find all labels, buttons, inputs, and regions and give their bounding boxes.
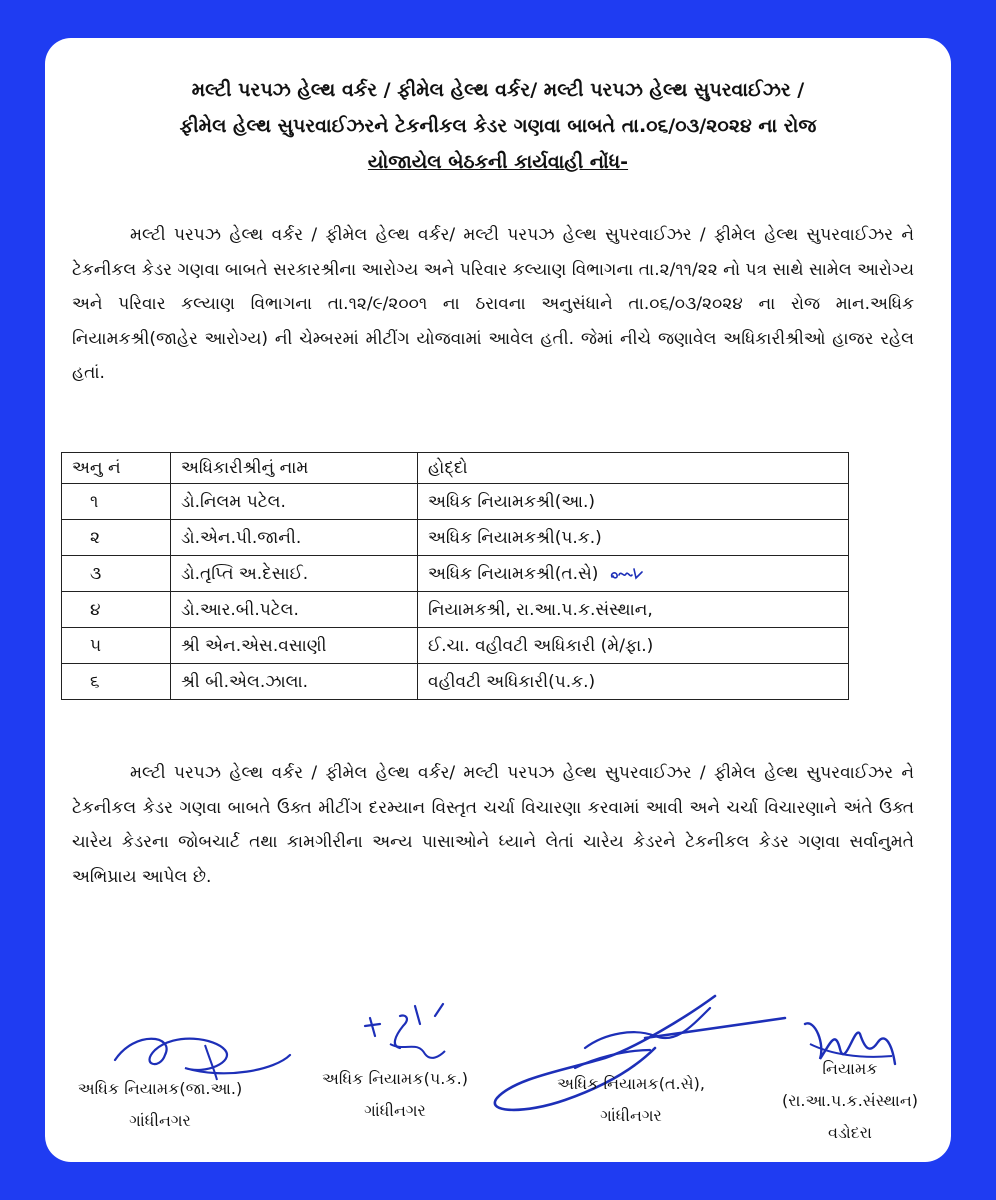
row-designation: અધિક નિયામકશ્રી(પ.ક.) — [418, 520, 849, 556]
row-name: ડો.એન.પી.જાની. — [171, 520, 418, 556]
heading-line-3: યોજાયેલ બેઠકની કાર્યવાહી નોંધ- — [367, 151, 629, 173]
row-designation: ઈ.ચા. વહીવટી અધિકારી (મે/ફા.) — [418, 628, 849, 664]
table-row — [62, 664, 849, 700]
row-serial: ૬ — [62, 664, 171, 700]
row-name: શ્રી બી.એલ.ઝાલા. — [171, 664, 418, 700]
row-designation: વહીવટી અધિકારી(પ.ક.) — [418, 664, 849, 700]
heading-line-2: ફીમેલ હેલ્થ સુપરવાઈઝરને ટેકનીકલ કેડર ગણવા બાબતે તા.૦૬/૦૩/૨૦૨૪ ના રોજ — [179, 115, 817, 137]
row-serial: ૨ — [62, 520, 171, 556]
row-designation: નિયામકશ્રી, રા.આ.પ.ક.સંસ્થાન, — [418, 592, 849, 628]
signatory-4 — [760, 1053, 940, 1149]
row-serial: ૧ — [62, 484, 171, 520]
table-header-row — [62, 453, 849, 484]
row-name: શ્રી એન.એસ.વસાણી — [171, 628, 418, 664]
signatory-title: અધિક નિયામક(પ.ક.) — [322, 1069, 468, 1088]
signatory-title: નિયામક — [822, 1059, 878, 1078]
row-designation-cell — [418, 556, 849, 592]
row-name: ડો.આર.બી.પટેલ. — [171, 592, 418, 628]
table-row — [62, 628, 849, 664]
handwritten-initials — [608, 566, 648, 582]
signatory-2 — [295, 1063, 495, 1127]
signatory-title: અધિક નિયામક(ત.સે), — [557, 1074, 705, 1093]
attendees-table — [61, 452, 849, 700]
signatory-title: અધિક નિયામક(જા.આ.) — [77, 1079, 243, 1098]
signatory-3 — [531, 1068, 731, 1132]
heading-line-1: મલ્ટી પરપઝ હેલ્થ વર્કર / ફીમેલ હેલ્થ વર્કર/ મલ્ટી પરપઝ હેલ્થ સુપરવાઈઝર / — [191, 79, 805, 101]
row-designation: અધિક નિયામકશ્રી(ત.સે) — [428, 563, 599, 584]
header-officer-name: અધિકારીશ્રીનું નામ — [171, 453, 418, 484]
document-page — [45, 38, 951, 1162]
table-row — [62, 592, 849, 628]
table-row — [62, 556, 849, 592]
row-serial: ૩ — [62, 556, 171, 592]
row-designation: અધિક નિયામકશ્રી(આ.) — [418, 484, 849, 520]
row-name: ડો.નિલમ પટેલ. — [171, 484, 418, 520]
row-name: ડો.તૃપ્તિ અ.દેસાઈ. — [171, 556, 418, 592]
signatory-1 — [60, 1073, 260, 1137]
header-serial-number: અનુ નં — [62, 453, 171, 484]
table-row — [62, 484, 849, 520]
signatory-place: વડોદરા — [828, 1123, 872, 1142]
signatory-place: ગાંધીનગર — [129, 1111, 191, 1130]
signatory-place: ગાંધીનગર — [364, 1101, 426, 1120]
intro-paragraph: મલ્ટી પરપઝ હેલ્થ વર્કર / ફીમેલ હેલ્થ વર્કર/ મલ્ટી પરપઝ હેલ્થ સુપરવાઈઝર / ફીમેલ હેલ્થ સુપરવાઈઝર ને ટેકનીકલ કેડર ગણવા બાબતે સરકારશ્રીના આરોગ્ય અને પરિવાર કલ્યાણ વિભાગના તા.૨/૧૧/૨૨ નો પત્ર સાથે સામેલ આરોગ્ય અને પરિવાર કલ્યાણ વિભાગના તા.૧૨/૯/૨૦૦૧ ના ઠરાવના અનુસંધાને તા.૦૬/૦૩/૨૦૨૪ ના રોજ માન.અધિક નિયામકશ્રી(જાહેર આરોગ્ય) ની ચેમ્બરમાં મીટીંગ યોજવામાં આવેલ હતી. જેમાં નીચે જણાવેલ અધિકારીશ્રીઓ હાજર રહેલ હતાં. — [72, 225, 914, 383]
row-serial: ૫ — [62, 628, 171, 664]
header-designation: હોદ્દો — [418, 453, 849, 484]
document-heading — [45, 72, 951, 180]
signatory-org: (રા.આ.પ.ક.સંસ્થાન) — [781, 1091, 919, 1110]
row-serial: ૪ — [62, 592, 171, 628]
signatory-place: ગાંધીનગર — [600, 1106, 662, 1125]
table-row — [62, 520, 849, 556]
conclusion-paragraph: મલ્ટી પરપઝ હેલ્થ વર્કર / ફીમેલ હેલ્થ વર્કર/ મલ્ટી પરપઝ હેલ્થ સુપરવાઈઝર / ફીમેલ હેલ્થ સુપરવાઈઝર ને ટેકનીકલ કેડર ગણવા બાબતે ઉક્ત મીટીંગ દરમ્યાન વિસ્તૃત ચર્ચા વિચારણા કરવામાં આવી અને ચર્ચા વિચારણાને અંતે ઉક્ત ચારેય કેડરના જોબચાર્ટ તથા કામગીરીના અન્ય પાસાઓને ધ્યાને લેતાં ચારેય કેડરને ટેકનીકલ કેડર ગણવા સર્વાનુમતે અભિપ્રાય આપેલ છે. — [72, 763, 914, 887]
